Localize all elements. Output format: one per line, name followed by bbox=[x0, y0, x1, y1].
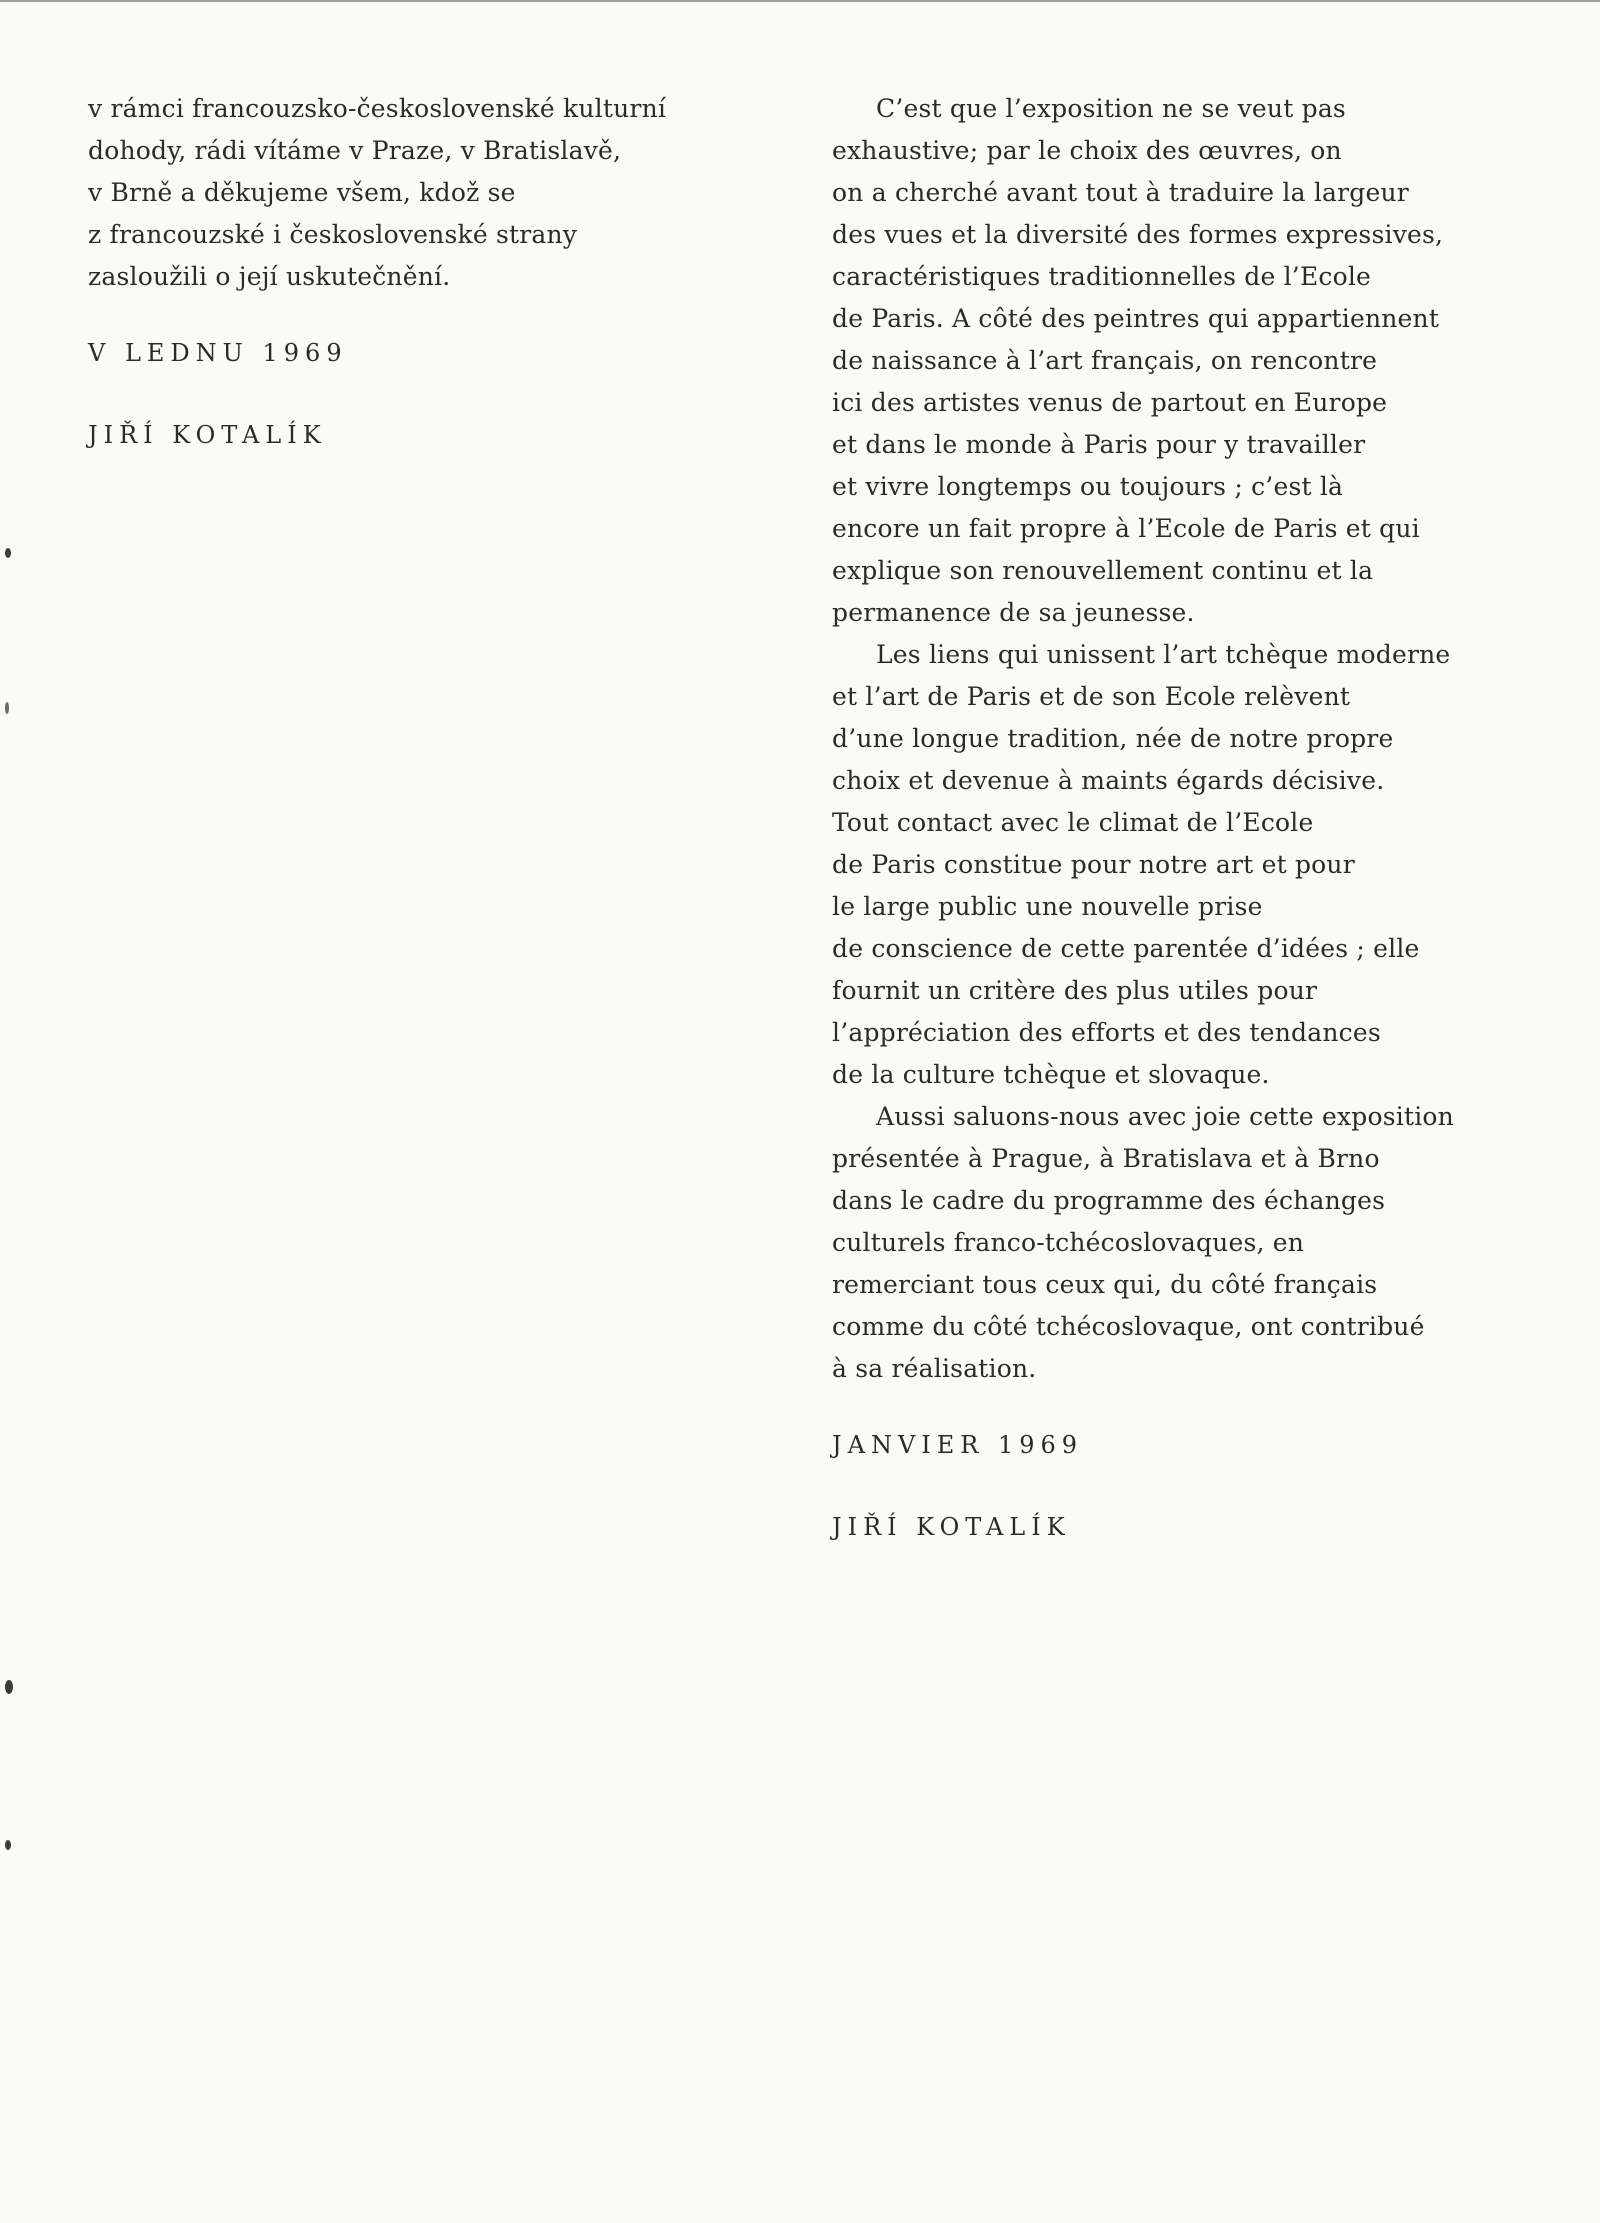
text-line: à sa réalisation. bbox=[832, 1354, 1037, 1383]
text-line: culturels franco-tchécoslovaques, en bbox=[832, 1228, 1305, 1257]
page-top-edge bbox=[0, 0, 1600, 2]
text-line: v rámci francouzsko-československé kulturní bbox=[88, 94, 667, 123]
binding-hole-mark bbox=[5, 702, 9, 714]
text-line: Aussi saluons-nous avec joie cette exposition bbox=[876, 1102, 1454, 1131]
text-line: et dans le monde à Paris pour y travailler bbox=[832, 430, 1366, 459]
czech-date: V LEDNU 1969 bbox=[88, 339, 348, 367]
czech-signature: JIŘÍ KOTALÍK bbox=[88, 421, 327, 449]
text-line: et vivre longtemps ou toujours ; c’est là bbox=[832, 472, 1344, 501]
text-line: dans le cadre du programme des échanges bbox=[832, 1186, 1386, 1215]
text-line: exhaustive; par le choix des œuvres, on bbox=[832, 136, 1342, 165]
text-line: de conscience de cette parentée d’idées ; elle bbox=[832, 934, 1420, 963]
czech-column bbox=[88, 88, 688, 456]
text-line: présentée à Prague, à Bratislava et à Brno bbox=[832, 1144, 1380, 1173]
binding-hole-mark bbox=[5, 548, 11, 558]
text-line: explique son renouvellement continu et la bbox=[832, 556, 1374, 585]
text-line: de naissance à l’art français, on rencontre bbox=[832, 346, 1378, 375]
binding-hole-mark bbox=[5, 1840, 11, 1850]
text-line: v Brně a děkujeme všem, kdož se bbox=[88, 178, 516, 207]
text-line: on a cherché avant tout à traduire la largeur bbox=[832, 178, 1409, 207]
text-line: l’appréciation des efforts et des tendances bbox=[832, 1018, 1381, 1047]
text-line: dohody, rádi vítáme v Praze, v Bratislavě, bbox=[88, 136, 622, 165]
french-paragraph-2 bbox=[832, 634, 1522, 1096]
text-line: d’une longue tradition, née de notre propre bbox=[832, 724, 1394, 753]
text-line: remerciant tous ceux qui, du côté français bbox=[832, 1270, 1378, 1299]
text-line: caractéristiques traditionnelles de l’Ecole bbox=[832, 262, 1372, 291]
text-line: de Paris constitue pour notre art et pour bbox=[832, 850, 1355, 879]
text-line: permanence de sa jeunesse. bbox=[832, 598, 1195, 627]
czech-paragraph bbox=[88, 88, 688, 298]
text-line: choix et devenue à maints égards décisive. bbox=[832, 766, 1385, 795]
text-line: comme du côté tchécoslovaque, ont contribué bbox=[832, 1312, 1425, 1341]
text-line: encore un fait propre à l’Ecole de Paris et qui bbox=[832, 514, 1420, 543]
text-line: ici des artistes venus de partout en Europe bbox=[832, 388, 1388, 417]
french-column bbox=[832, 88, 1522, 1548]
text-line: et l’art de Paris et de son Ecole relèvent bbox=[832, 682, 1351, 711]
french-signature: JIŘÍ KOTALÍK bbox=[832, 1513, 1071, 1541]
french-date: JANVIER 1969 bbox=[832, 1431, 1084, 1459]
text-line: Tout contact avec le climat de l’Ecole bbox=[832, 808, 1314, 837]
binding-hole-mark bbox=[5, 1680, 13, 1694]
text-line: des vues et la diversité des formes expressives, bbox=[832, 220, 1444, 249]
text-line: z francouzské i československé strany bbox=[88, 220, 578, 249]
text-line: de Paris. A côté des peintres qui appartiennent bbox=[832, 304, 1440, 333]
text-line: C’est que l’exposition ne se veut pas bbox=[876, 94, 1346, 123]
french-paragraph-3 bbox=[832, 1096, 1522, 1390]
text-line: Les liens qui unissent l’art tchèque moderne bbox=[876, 640, 1451, 669]
french-paragraph-1 bbox=[832, 88, 1522, 634]
text-line: le large public une nouvelle prise bbox=[832, 892, 1263, 921]
text-line: zasloužili o její uskutečnění. bbox=[88, 262, 451, 291]
text-line: fournit un critère des plus utiles pour bbox=[832, 976, 1318, 1005]
text-line: de la culture tchèque et slovaque. bbox=[832, 1060, 1270, 1089]
